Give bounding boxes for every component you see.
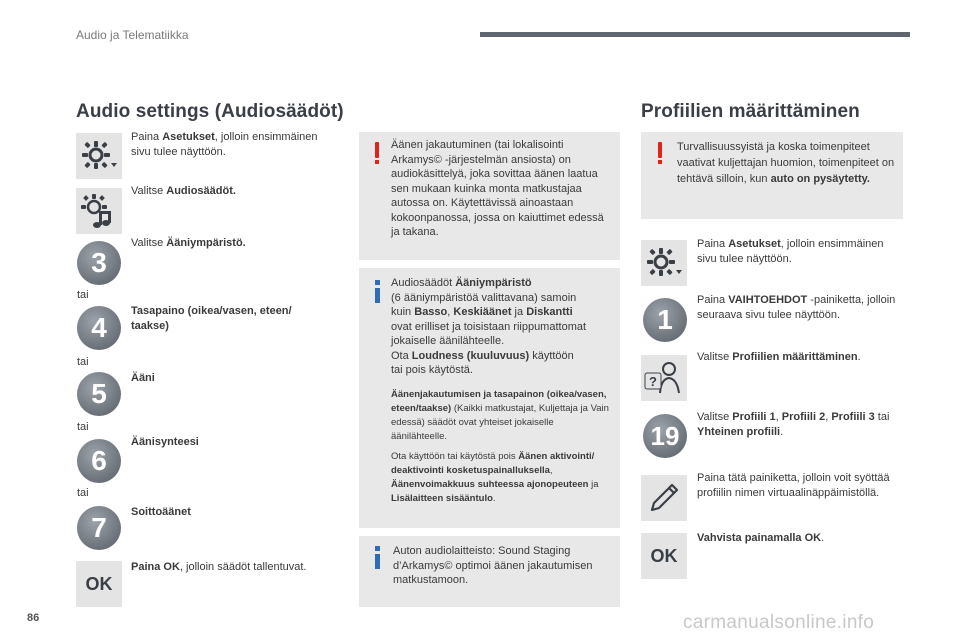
text: . (492, 492, 496, 504)
info-note-box-2 (359, 536, 620, 607)
or-label: tai (77, 421, 89, 433)
or-label: tai (77, 356, 89, 368)
info-line: ovat erilliset ja toisistaan riippumattomat (391, 320, 587, 333)
step-bold: Ääni (131, 372, 155, 384)
profile-step-settings-text (697, 237, 897, 267)
info-note-text-2: Auton audiolaitteisto: Sound Staging d’Arkamys© optimoi äänen jakautumisen matkustamoon. (393, 545, 593, 586)
warning-note-text: Äänen jakautuminen (tai lokalisointi Arkamys© -järjestelmän ansiosta) on audiokäsittelyä, joka sovittaa äänen laatua sen mukaan kuinka monta matkustajaa autossa on. Käytettävissä ainoastaan kokoonpanossa, jossa on kaiuttimet edessä ja takana. (391, 139, 604, 238)
step-post: . (821, 532, 825, 544)
warning-note-box (359, 132, 620, 260)
profile-step-select-text (697, 410, 907, 440)
step-post: , jolloin ensimmäinen sivu tulee näyttöön. (697, 238, 884, 265)
step-ambience-text (131, 236, 331, 251)
or-label: tai (77, 289, 89, 301)
step-bold: Audiosäädöt. (166, 185, 236, 197)
step-number-1: 1 (643, 298, 687, 342)
step-balance-text (131, 304, 321, 334)
profiles-warning-box (641, 132, 903, 219)
text: tai (874, 411, 890, 423)
text: ja (511, 306, 527, 318)
step-number-3: 3 (77, 241, 121, 285)
step-pre: Valitse (131, 185, 167, 197)
step-bold: Vahvista painamalla OK (697, 532, 822, 544)
page-number: 86 (27, 612, 40, 624)
section-title: Audio ja Telematiikka (76, 28, 189, 42)
info-line (391, 305, 617, 320)
step-post: -painiketta, jolloin seuraava sivu tulee näyttöön. (697, 294, 896, 321)
warning-icon (372, 142, 382, 166)
text: Ota käyttöön tai käytöstä pois (391, 450, 519, 462)
info-icon (372, 280, 382, 304)
step-number-7: 7 (77, 506, 121, 550)
info-line: jokaiselle äänilähteelle. (391, 335, 505, 347)
gear-icon (79, 136, 119, 176)
bold-text: Lisälaitteen sisääntulo (391, 492, 493, 504)
step-bold: Asetukset (162, 131, 215, 143)
bold-text: auto on pysäytetty. (770, 173, 870, 185)
step-bold: VAIHTOEHDOT (728, 294, 808, 306)
warning-icon (655, 142, 665, 166)
step-number-5: 5 (77, 372, 121, 416)
bold-text: Basso (414, 306, 448, 318)
header-bar (480, 32, 910, 37)
text: , (549, 464, 553, 476)
step-voice-synthesis-text (131, 435, 321, 450)
text: Ota (391, 349, 412, 362)
profiles-heading: Profiilien määrittäminen (641, 101, 860, 122)
text: kuin (391, 306, 415, 318)
step-audio-settings-text (131, 184, 331, 199)
step-bold: Profiili 2 (781, 411, 826, 423)
step-post: , jolloin ensimmäinen sivu tulee näyttöön. (131, 131, 318, 158)
info-line: (6 ääniympäristöä valittavana) samoin (391, 291, 577, 304)
step-bold: Profiili 1 (732, 411, 776, 423)
gear-icon (644, 243, 684, 283)
step-sound-text (131, 371, 321, 386)
bold-text: Loudness (kuuluvuus) (411, 349, 530, 362)
audio-settings-heading: Audio settings (Audiosäädöt) (76, 101, 344, 122)
step-settings-text (131, 130, 331, 160)
gear-music-icon (79, 191, 119, 231)
info-paragraph-options (391, 450, 613, 506)
text: (Kaikki matkustajat, Kuljettaja ja Vain edessä) säädöt ovat yhteiset jokaiselle äänilähteelle. (391, 402, 609, 442)
text: Turvallisuussyistä ja koska toimenpiteet vaativat kuljettajan huomion, toimenpiteet on tehtävä silloin, kun (677, 141, 895, 185)
step-pre: Paina (697, 294, 729, 306)
step-bold: Profiilien määrittäminen (732, 351, 858, 363)
bold-text: Keskiäänet (453, 306, 512, 318)
step-bold: Soittoäänet (131, 506, 191, 518)
step-post: , jolloin säädöt tallentuvat. (179, 561, 307, 573)
profile-step-options-text (697, 293, 897, 323)
text: ja (588, 478, 599, 490)
step-number-19: 19 (643, 414, 687, 458)
bold-text: Äänenjakautumisen ja tasapainon (oikea/vasen, eteen/taakse) (391, 388, 607, 414)
watermark: carmanualsonline.info (683, 612, 875, 633)
audio-settings-button-icon[interactable] (76, 188, 122, 234)
step-pre: Valitse (131, 237, 167, 249)
info-line (391, 349, 617, 364)
text: , (447, 306, 454, 318)
step-confirm-text (131, 560, 341, 575)
ok-button[interactable]: OK (76, 561, 122, 607)
ok-button[interactable]: OK (641, 533, 687, 579)
step-number-6: 6 (77, 439, 121, 483)
edit-button-icon[interactable] (641, 475, 687, 521)
step-bold: Yhteinen profiili (697, 426, 781, 438)
step-post: . (780, 426, 784, 438)
profiles-warning-text (677, 139, 899, 187)
step-pre: Valitse (697, 351, 733, 363)
step-bold: Tasapaino (oikea/vasen, eteen/ taakse) (131, 305, 292, 332)
step-ringtones-text (131, 505, 321, 520)
or-label: tai (77, 487, 89, 499)
step-pre: Paina (697, 238, 729, 250)
user-question-icon (643, 357, 685, 399)
profile-step-name-text: Paina tätä painiketta, jolloin voit syöttää profiilin nimen virtuaalinäppäimistöllä. (697, 472, 890, 499)
text: , (825, 411, 832, 423)
bold-text: Diskantti (526, 306, 573, 318)
info-line: tai pois käytöstä. (391, 364, 473, 376)
settings-button-icon[interactable] (76, 133, 122, 179)
pencil-icon (644, 478, 684, 518)
info-paragraph-balance (391, 388, 609, 444)
step-number-4: 4 (77, 306, 121, 350)
step-pre: Valitse (697, 411, 733, 423)
text: , (775, 411, 782, 423)
bold-text: Äänenvoimakkuus suhteessa ajonopeuteen (391, 478, 589, 490)
bold-text: Äänen aktivointi/ deaktivointi kosketuspainalluksella (391, 450, 595, 476)
info-note-box (359, 268, 620, 528)
step-bold: Ääniympäristö. (166, 237, 246, 249)
step-pre: Paina (131, 131, 163, 143)
info-note-text (391, 276, 617, 506)
step-bold: Paina OK (131, 561, 180, 573)
step-post: . (857, 351, 861, 363)
step-bold: Profiili 3 (831, 411, 875, 423)
text: Audiosäädöt (391, 277, 456, 289)
step-bold: Äänisynteesi (131, 436, 199, 448)
profile-step-confirm-text (697, 531, 897, 546)
profile-step-define-text (697, 350, 897, 365)
svg-text:?: ? (649, 374, 657, 389)
text: käyttöön (529, 349, 574, 362)
info-line (391, 276, 617, 291)
profile-button-icon[interactable] (641, 355, 687, 401)
bold-text: Ääniympäristö (455, 277, 532, 289)
info-icon (372, 546, 382, 570)
settings-button-icon[interactable] (641, 240, 687, 286)
step-bold: Asetukset (728, 238, 781, 250)
